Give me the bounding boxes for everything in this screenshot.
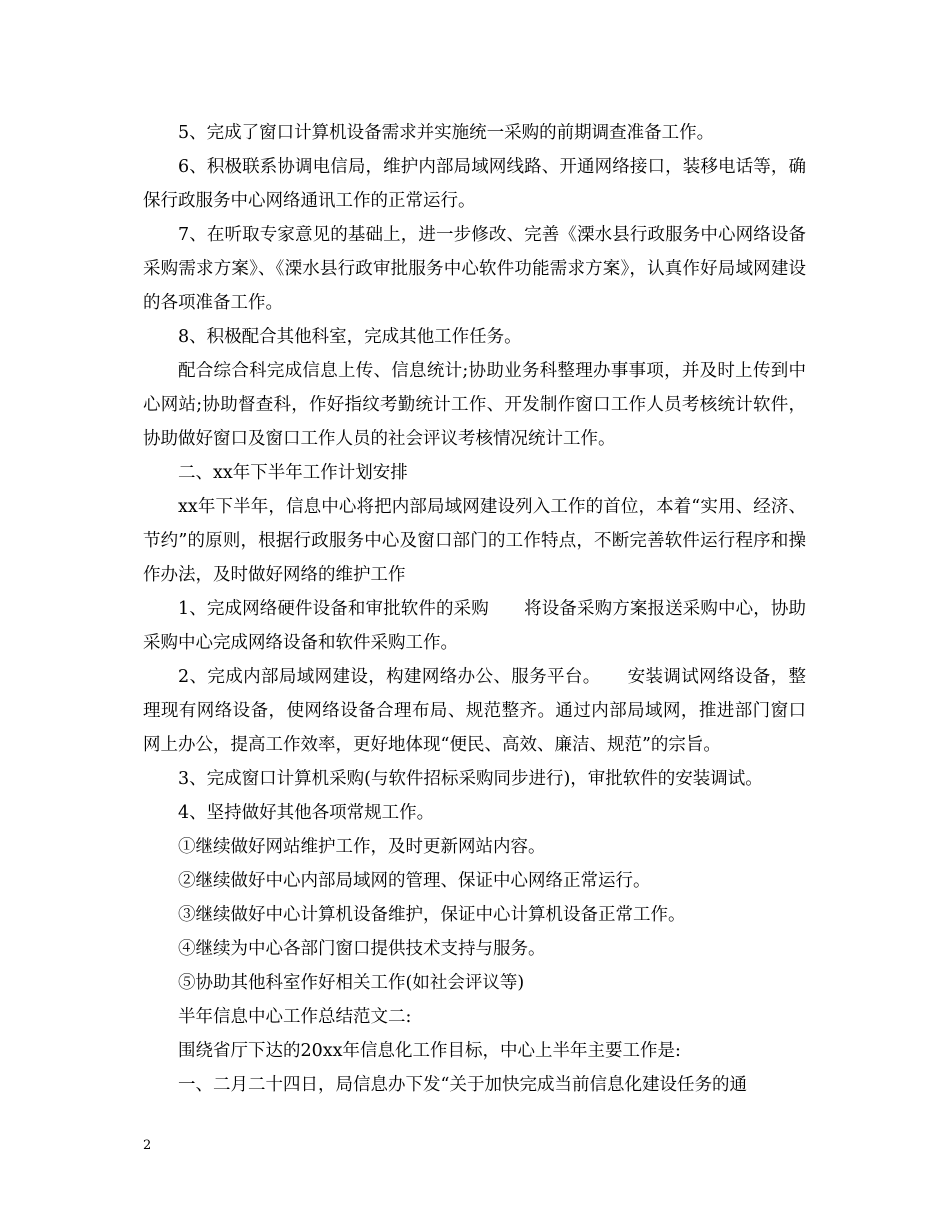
page-number: 2 (143, 1138, 152, 1153)
paragraph-coordination: 配合综合科完成信息上传、信息统计;协助业务科整理办事事项，并及时上传到中心网站;协助督查科，作好指纹考勤统计工作、开发制作窗口工作人员考核统计软件，协助做好窗口及窗口工作人员的社会评议考核情况统计工作。 (143, 361, 806, 449)
list-item-circled-3: ③继续做好中心计算机设备维护，保证中心计算机设备正常工作。 (178, 905, 686, 925)
paragraph-goals-1: 一、二月二十四日，局信息办下发“关于加快完成当前信息化建设任务的通 (178, 1075, 747, 1095)
section-heading-plan: 二、xx年下半年工作计划安排 (178, 463, 408, 483)
list-item-circled-1: ①继续做好网站维护工作，及时更新网站内容。 (178, 837, 546, 857)
paragraph-item-8: 8、积极配合其他科室，完成其他工作任务。 (178, 327, 522, 347)
paragraph-plan-2: 2、完成内部局域网建设，构建网络办公、服务平台。 安装调试网络设备，整理现有网络设备，使网络设备合理布局、规范整齐。通过内部局域网，推进部门窗口网上办公，提高工作效率，更好地体现“便民、高效、廉洁、规范”的宗旨。 (143, 667, 806, 755)
paragraph-plan-3: 3、完成窗口计算机采购(与软件招标采购同步进行)，审批软件的安装调试。 (178, 769, 763, 789)
list-item-circled-5: ⑤协助其他科室作好相关工作(如社会评议等) (178, 973, 525, 993)
paragraph-plan-4: 4、坚持做好其他各项常规工作。 (178, 803, 435, 823)
paragraph-item-7: 7、在听取专家意见的基础上，进一步修改、完善《溧水县行政服务中心网络设备采购需求方案》、《溧水县行政审批服务中心软件功能需求方案》，认真作好局域网建设的各项准备工作。 (143, 225, 806, 313)
list-item-circled-2: ②继续做好中心内部局域网的管理、保证中心网络正常运行。 (178, 871, 651, 891)
paragraph-plan-1: 1、完成网络硬件设备和审批软件的采购 将设备采购方案报送采购中心，协助采购中心完成网络设备和软件采购工作。 (143, 599, 806, 653)
paragraph-plan-intro: xx年下半年，信息中心将把内部局域网建设列入工作的首位，本着“实用、经济、节约”的原则，根据行政服务中心及窗口部门的工作特点，不断完善软件运行程序和操作办法，及时做好网络的维护工作 (143, 497, 806, 585)
paragraph-item-6: 6、积极联系协调电信局，维护内部局域网线路、开通网络接口，装移电话等，确保行政服务中心网络通讯工作的正常运行。 (143, 157, 806, 211)
document-body (143, 116, 806, 1102)
paragraph-item-5: 5、完成了窗口计算机设备需求并实施统一采购的前期调查准备工作。 (178, 123, 715, 143)
paragraph-goals-intro: 围绕省厅下达的20xx年信息化工作目标，中心上半年主要工作是: (178, 1041, 681, 1061)
list-item-circled-4: ④继续为中心各部门窗口提供技术支持与服务。 (178, 939, 546, 959)
section-heading-sample-two: 半年信息中心工作总结范文二: (178, 1007, 412, 1027)
